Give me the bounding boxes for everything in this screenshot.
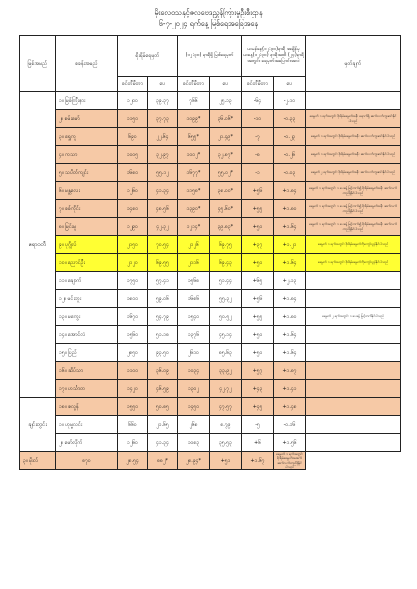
change-cm-cell: +၅၅ bbox=[242, 308, 274, 326]
table-row bbox=[20, 272, 401, 290]
remarks-cell: ရေမှတ် ၁ ရက်အတွင်း စိုးရိမ်ရေမှတ်အထက် ဆက်လက်တည်ရှိနိုင်ပါသည် bbox=[274, 452, 306, 470]
table-row bbox=[20, 416, 401, 434]
danger-ft-cell: ၄၂.၃၂ bbox=[148, 218, 178, 236]
station-name: ၉။ ပုဂ္ဂိုလ် bbox=[56, 236, 118, 254]
division-cell: ချင်းတွင်း bbox=[20, 398, 56, 452]
danger-cm-cell: ၁၅၆၀ bbox=[118, 326, 148, 344]
danger-cm-cell: ၁၁၀၀ bbox=[118, 362, 148, 380]
change-ft-cell: -၀.၁၆ bbox=[274, 416, 306, 434]
remarks-cell: ရေမှတ် ၁ ရက်အတွင်း ၁ ပေခန့် မြင့်တက်၍ စိုးရိမ်ရေမှတ်အနီး ဆက်လက်တည်ရှိနိုင်ပါသည် bbox=[306, 200, 401, 218]
level-ft-cell: ၄၇.၅၇ bbox=[210, 398, 242, 416]
danger-cm-cell: ၁၄၂၀ bbox=[118, 380, 148, 398]
danger-cm-cell: ၁၈၀၀ bbox=[118, 290, 148, 308]
danger-ft-cell: ၃၂.၉၇ bbox=[148, 146, 178, 164]
level-cm-cell: ၁၂၁၄* bbox=[178, 218, 210, 236]
danger-ft-cell: ၂၁.၆၅ bbox=[148, 416, 178, 434]
level-cm-cell: ၁၀၃၄ bbox=[178, 362, 210, 380]
level-ft-cell: ၄၂.၇၂ bbox=[210, 380, 242, 398]
level-ft-cell: ၅၁.၄၄ bbox=[210, 272, 242, 290]
level-ft-cell: ၃၈.၀၀* bbox=[210, 182, 242, 200]
danger-ft-cell: ၄၁.၃၄ bbox=[148, 434, 178, 452]
change-ft-cell: +၁.၆၄ bbox=[274, 218, 306, 236]
station-name: ၈။ မြင်းမူ bbox=[56, 218, 118, 236]
change-cm-cell: -၁ bbox=[242, 164, 274, 182]
change-cm-cell: -၈ bbox=[242, 146, 274, 164]
level-ft-cell: ၄၅.၆၀* bbox=[210, 200, 242, 218]
danger-ft-cell: ၄၈.၅၆ bbox=[148, 200, 178, 218]
sub-header-ft: ပေ bbox=[148, 77, 178, 92]
level-ft-cell: ၅၀.၅၂ bbox=[210, 308, 242, 326]
danger-cm-cell: ၁၂၉၀ bbox=[118, 218, 148, 236]
table-row bbox=[20, 110, 401, 128]
change-ft-cell: +၁.၆၄ bbox=[274, 326, 306, 344]
remarks-cell bbox=[306, 290, 401, 308]
danger-cm-cell: ၆၉၀ bbox=[118, 128, 148, 146]
table-row bbox=[20, 380, 401, 398]
change-cm-cell: +၄၅ bbox=[242, 398, 274, 416]
table-row bbox=[20, 434, 401, 452]
remarks-cell bbox=[306, 326, 401, 344]
danger-cm-cell: ၁၂၆၀ bbox=[118, 434, 148, 452]
danger-ft-cell: ၄၆.၅၉ bbox=[148, 380, 178, 398]
col-header-change: ယမန်နေ့(၁၂:၃၀)နာရီ အချိန်မှ ယနေ့(၁၂:၃၀) နာရီအထိ (၂၄)နာရီအတွင်း ရေမှတ်အပြောင်းအလဲ bbox=[242, 36, 306, 77]
danger-ft-cell: ၂၈.၅၄ bbox=[118, 452, 148, 470]
level-ft-cell: ၂၈.၉၄* bbox=[178, 452, 210, 470]
table-row bbox=[20, 452, 401, 470]
station-name: ၁၂။ မင်းဘူး bbox=[56, 290, 118, 308]
change-ft-cell: +၂.၁၃ bbox=[274, 272, 306, 290]
change-cm-cell: -၁၀ bbox=[242, 110, 274, 128]
remarks-cell bbox=[306, 398, 401, 416]
table-row bbox=[20, 308, 401, 326]
station-name: ၁၃။ မကွေး bbox=[56, 308, 118, 326]
level-cm-cell: ၂၁၁၆ bbox=[178, 254, 210, 272]
danger-cm-cell: ၁၁၅၀ bbox=[118, 110, 148, 128]
station-name: ၄။ ကသာ bbox=[56, 146, 118, 164]
danger-cm-cell: ၁၄၈၀ bbox=[118, 200, 148, 218]
table-row bbox=[20, 218, 401, 236]
change-ft-cell: -၀.၃၃ bbox=[274, 110, 306, 128]
remarks-cell bbox=[306, 362, 401, 380]
level-ft-cell: ၅၅.၃၂ bbox=[210, 290, 242, 308]
sub-header-cm: စင်တီမီတာ bbox=[178, 77, 210, 92]
table-row bbox=[20, 128, 401, 146]
level-cm-cell: ၁၃၀၂ bbox=[178, 380, 210, 398]
station-name: ၁၈။ ဇလွန် bbox=[56, 398, 118, 416]
col-header-station: စခန်းအမည် bbox=[56, 36, 118, 92]
level-ft-cell: ၃၆.၀၆* bbox=[210, 110, 242, 128]
change-cm-cell: +၅၅ bbox=[242, 200, 274, 218]
change-ft-cell: -၀.၀၃ bbox=[274, 164, 306, 182]
danger-ft-cell: ၇၀.၅၄ bbox=[148, 236, 178, 254]
level-ft-cell: ၄၅.၁၄ bbox=[210, 326, 242, 344]
level-ft-cell: ၃၂.၈၇* bbox=[210, 146, 242, 164]
table-row bbox=[20, 182, 401, 200]
sub-header-cm: စင်တီမီတာ bbox=[242, 77, 274, 92]
station-name: ၂။ မော်လိုက် bbox=[56, 434, 118, 452]
level-cm-cell: ၁၆၇၇* bbox=[178, 164, 210, 182]
station-name: ၁၇။ ဟင်္သာတ bbox=[56, 380, 118, 398]
remarks-cell: ရေမှတ် ၂ ရက်အတွင်း စိုးရိမ်ရေမှတ်အနီး ဆက်လက်ကျဆင်းနိုင်ပါသည် bbox=[306, 164, 401, 182]
level-ft-cell: ၈၅.၆၃ bbox=[210, 344, 242, 362]
level-ft-cell: ၃၅.၅၃ bbox=[210, 434, 242, 452]
station-name: ၁၅။ ပြည် bbox=[56, 344, 118, 362]
report-title: မိုးလေဝသနှင့်ဇလဗေဒညွှန်ကြားမှုဦးစီးဌာန bbox=[154, 8, 263, 17]
danger-cm-cell: ၁၂၀၀ bbox=[118, 92, 148, 110]
level-ft-cell: ၂၅.၁၃ bbox=[210, 92, 242, 110]
remarks-cell: ရေမှတ် ၁ ရက်အတွင်း ၁ ပေခန့် မြင့်တက်၍ စိုးရိမ်ရေမှတ်အနီး ဆက်လက်တည်ရှိနိုင်ပါသည် bbox=[306, 182, 401, 200]
level-ft-cell: ၈.၇၉ bbox=[210, 416, 242, 434]
level-ft-cell: ၅၅.၀၂* bbox=[210, 164, 242, 182]
change-ft-cell: +၁.၂၁ bbox=[274, 236, 306, 254]
change-cm-cell: +၆၅ bbox=[242, 272, 274, 290]
level-cm-cell: ၁၃၇၆ bbox=[178, 326, 210, 344]
level-cm-cell: ၁၄၅၀ bbox=[178, 398, 210, 416]
table-row bbox=[20, 200, 401, 218]
level-cm-cell: ၆၅၅* bbox=[178, 128, 210, 146]
danger-ft-cell: ၂၂.၆၄ bbox=[148, 128, 178, 146]
sub-header-ft: ပေ bbox=[210, 77, 242, 92]
table-row bbox=[20, 254, 401, 272]
level-cm-cell: ၂၆၈ bbox=[178, 416, 210, 434]
station-name: ၁။ ဟုမ္မလင်း bbox=[56, 416, 118, 434]
remarks-cell bbox=[306, 92, 401, 110]
change-cm-cell: +၅၆ bbox=[242, 290, 274, 308]
change-ft-cell: +၁.၈၄ bbox=[274, 182, 306, 200]
level-cm-cell: ၈၈၂* bbox=[148, 452, 178, 470]
danger-ft-cell: ၅၄.၇၉ bbox=[148, 308, 178, 326]
level-cm-cell: ၂၁၂၆ bbox=[178, 236, 210, 254]
col-header-remarks: မှတ်ချက် bbox=[306, 36, 401, 92]
change-cm-cell: +၅၀ bbox=[242, 326, 274, 344]
change-ft-cell: +၁.၈၄ bbox=[274, 290, 306, 308]
change-ft-cell: +၁.၅၆ bbox=[274, 434, 306, 452]
remarks-cell: ရေမှတ် ၁ ရက်အတွင်း စိုးရိမ်ရေမှတ်ကိုကျော်လွန်နိုင်ပါသည် bbox=[306, 236, 401, 254]
change-cm-cell: +၅၆ bbox=[242, 182, 274, 200]
remarks-cell: ရေမှတ် ၁ ရက်အတွင်း စိုးရိမ်ရေမှတ်အနီး ဆက်လက်ကျဆင်းနိုင်ပါသည် bbox=[306, 146, 401, 164]
danger-cm-cell: ၂၈၅၀ bbox=[118, 344, 148, 362]
danger-ft-cell: ၄၁.၃၄ bbox=[148, 182, 178, 200]
sub-header-ft: ပေ bbox=[274, 77, 306, 92]
danger-cm-cell: ၁၇၅၀ bbox=[118, 272, 148, 290]
change-cm-cell: +၅၀ bbox=[242, 254, 274, 272]
change-cm-cell: +၅၁ bbox=[210, 452, 242, 470]
remarks-cell: ရေမှတ် ၁ ရက်အတွင်း စိုးရိမ်ရေမှတ်ကိုကျော်လွန်နိုင်ပါသည် bbox=[306, 254, 401, 272]
level-ft-cell: ၃၃.၉၂ bbox=[210, 362, 242, 380]
danger-ft-cell: ၉၃.၅၀ bbox=[148, 344, 178, 362]
level-ft-cell: ၂၁.၄၉* bbox=[210, 128, 242, 146]
remarks-cell: ရေမှတ် ၂ ရက်အတွင်း ၁ ပေခန့် မြင့်တက်နိုင်ပါသည် bbox=[306, 308, 401, 326]
danger-cm-cell: ၁၂၆၀ bbox=[118, 182, 148, 200]
danger-ft-cell: ၃၉.၃၇ bbox=[148, 92, 178, 110]
danger-cm-cell: ၁၀၀၅ bbox=[118, 146, 148, 164]
station-name: ၁၄။ အောင်လံ bbox=[56, 326, 118, 344]
danger-cm-cell: ၁၆၈၀ bbox=[118, 164, 148, 182]
remarks-cell: ရေမှတ် ၁ ရက်အတွင်း စိုးရိမ်ရေမှတ်အနီး ဆက်လက်ကျဆင်းနိုင်ပါသည် bbox=[306, 128, 401, 146]
change-cm-cell: +၅၀ bbox=[242, 344, 274, 362]
level-cm-cell: ၁၁၅၈* bbox=[178, 182, 210, 200]
station-name: ၁၆။ ဆိပ်သာ bbox=[56, 362, 118, 380]
change-cm-cell: +၃၇ bbox=[242, 236, 274, 254]
division-cell: ဧရာဝတီ bbox=[20, 92, 56, 398]
remarks-cell bbox=[306, 272, 401, 290]
remarks-cell bbox=[306, 434, 401, 452]
level-cm-cell: ၁၀၉၉* bbox=[178, 110, 210, 128]
table-row bbox=[20, 326, 401, 344]
danger-ft-cell: ၃၇.၇၃ bbox=[148, 110, 178, 128]
danger-ft-cell: ၃၆.၀၉ bbox=[148, 362, 178, 380]
table-row bbox=[20, 236, 401, 254]
station-name: ၁၀။ ညောင်ဦး bbox=[56, 254, 118, 272]
change-cm-cell: -၇ bbox=[242, 128, 274, 146]
station-name: ၅။ သပိတ်ကျင်း bbox=[56, 164, 118, 182]
table-row bbox=[20, 92, 401, 110]
danger-cm-cell: ၂၁၂၀ bbox=[118, 254, 148, 272]
table-row bbox=[20, 362, 401, 380]
danger-cm-cell: ၆၆၀ bbox=[118, 416, 148, 434]
station-name: ၂။ စမ်းမော် bbox=[56, 110, 118, 128]
change-ft-cell: -၀.၂၃ bbox=[274, 128, 306, 146]
remarks-cell bbox=[306, 416, 401, 434]
table-body bbox=[20, 92, 401, 470]
remarks-cell bbox=[306, 380, 401, 398]
level-ft-cell: ၆၉.၇၅ bbox=[210, 236, 242, 254]
danger-cm-cell: ၁၅၅၀ bbox=[118, 398, 148, 416]
change-ft-cell: -၀.၂၆ bbox=[274, 146, 306, 164]
table-row bbox=[20, 344, 401, 362]
level-cm-cell: ၁၅၄၀ bbox=[178, 308, 210, 326]
col-header-water-level: (၁၂:၃၀) နာရီရှိ မြစ်ရေမှတ် bbox=[178, 36, 242, 77]
change-ft-cell: +၁.၈၀ bbox=[274, 200, 306, 218]
remarks-cell bbox=[306, 344, 401, 362]
danger-cm-cell: ၈၇၀ bbox=[56, 452, 118, 470]
change-cm-cell: -၆၄ bbox=[242, 92, 274, 110]
change-ft-cell: +၁.၈၇ bbox=[274, 362, 306, 380]
remarks-cell: ရေမှတ် ၁ ရက်အတွင်း စိုးရိမ်ရေမှတ်အနီး ရောက်ရှိ ဆက်လက်ကျဆင်းနိုင်ပါသည် bbox=[306, 110, 401, 128]
danger-ft-cell: ၅၇.၄၁ bbox=[148, 272, 178, 290]
danger-cm-cell: ၂၁၅၀ bbox=[118, 236, 148, 254]
danger-cm-cell: ၁၆၇၀ bbox=[118, 308, 148, 326]
change-ft-cell: +၁.၆၄ bbox=[274, 254, 306, 272]
change-cm-cell: -၅ bbox=[242, 416, 274, 434]
level-cm-cell: ၂၆၁၀ bbox=[178, 344, 210, 362]
change-ft-cell: +၁.၄၁ bbox=[274, 380, 306, 398]
change-ft-cell: +၁.၆၇ bbox=[242, 452, 274, 470]
change-ft-cell: +၁.၄၈ bbox=[274, 398, 306, 416]
level-cm-cell: ၁၀၀၂* bbox=[178, 146, 210, 164]
level-ft-cell: ၆၉.၄၃ bbox=[210, 254, 242, 272]
level-cm-cell: ၇၆၆ bbox=[178, 92, 210, 110]
level-ft-cell: ၃၉.၈၃* bbox=[210, 218, 242, 236]
change-ft-cell: +၁.၆၄ bbox=[274, 344, 306, 362]
danger-ft-cell: ၅၀.၈၅ bbox=[148, 398, 178, 416]
level-cm-cell: ၁၀၈၃ bbox=[178, 434, 210, 452]
table-row bbox=[20, 164, 401, 182]
table-row bbox=[20, 146, 401, 164]
remarks-cell: ရေမှတ် ၁ ရက်အတွင်း ၁ ပေခန့် မြင့်တက်၍ စိုးရိမ်ရေမှတ်အနီး ဆက်လက်တည်ရှိနိုင်ပါသည် bbox=[306, 218, 401, 236]
change-ft-cell: +၁.၈၀ bbox=[274, 308, 306, 326]
station-name: ၆။ မန္တလေး bbox=[56, 182, 118, 200]
level-cm-cell: ၁၃၉၀* bbox=[178, 200, 210, 218]
station-name: ၇။ စစ်ကိုင်း bbox=[56, 200, 118, 218]
change-cm-cell: +၅၀ bbox=[242, 218, 274, 236]
station-name: ၁။ မြစ်ကြီးနား bbox=[56, 92, 118, 110]
level-cm-cell: ၁၆၈၆ bbox=[178, 290, 210, 308]
table-row bbox=[20, 398, 401, 416]
sub-header-cm: စင်တီမီတာ bbox=[118, 77, 148, 92]
danger-ft-cell: ၅၉.၀၆ bbox=[148, 290, 178, 308]
station-name: ၃။ ရွှေကူ bbox=[56, 128, 118, 146]
station-name: ၁၁။ ချောက် bbox=[56, 272, 118, 290]
change-cm-cell: +၄၃ bbox=[242, 380, 274, 398]
level-cm-cell: ၁၅၆၈ bbox=[178, 272, 210, 290]
col-header-division: မြစ်အမည် bbox=[20, 36, 56, 92]
col-header-danger-level: စိုးရိမ်ရေမှတ် bbox=[118, 36, 178, 77]
danger-ft-cell: ၅၅.၁၂ bbox=[148, 164, 178, 182]
change-ft-cell: -၂.၁၀ bbox=[274, 92, 306, 110]
table-row bbox=[20, 290, 401, 308]
river-level-table bbox=[19, 35, 401, 470]
station-name: ၃။ မိုးလ် bbox=[20, 452, 56, 470]
change-cm-cell: +၆ bbox=[242, 434, 274, 452]
danger-ft-cell: ၅၁.၁၈ bbox=[148, 326, 178, 344]
change-cm-cell: +၅၇ bbox=[242, 362, 274, 380]
danger-ft-cell: ၆၉.၅၅ bbox=[148, 254, 178, 272]
report-date-subtitle: ၆-၇-၂၀၂၄ ရက်နေ့ မြစ်ရေအခြေအနေ bbox=[158, 19, 259, 28]
